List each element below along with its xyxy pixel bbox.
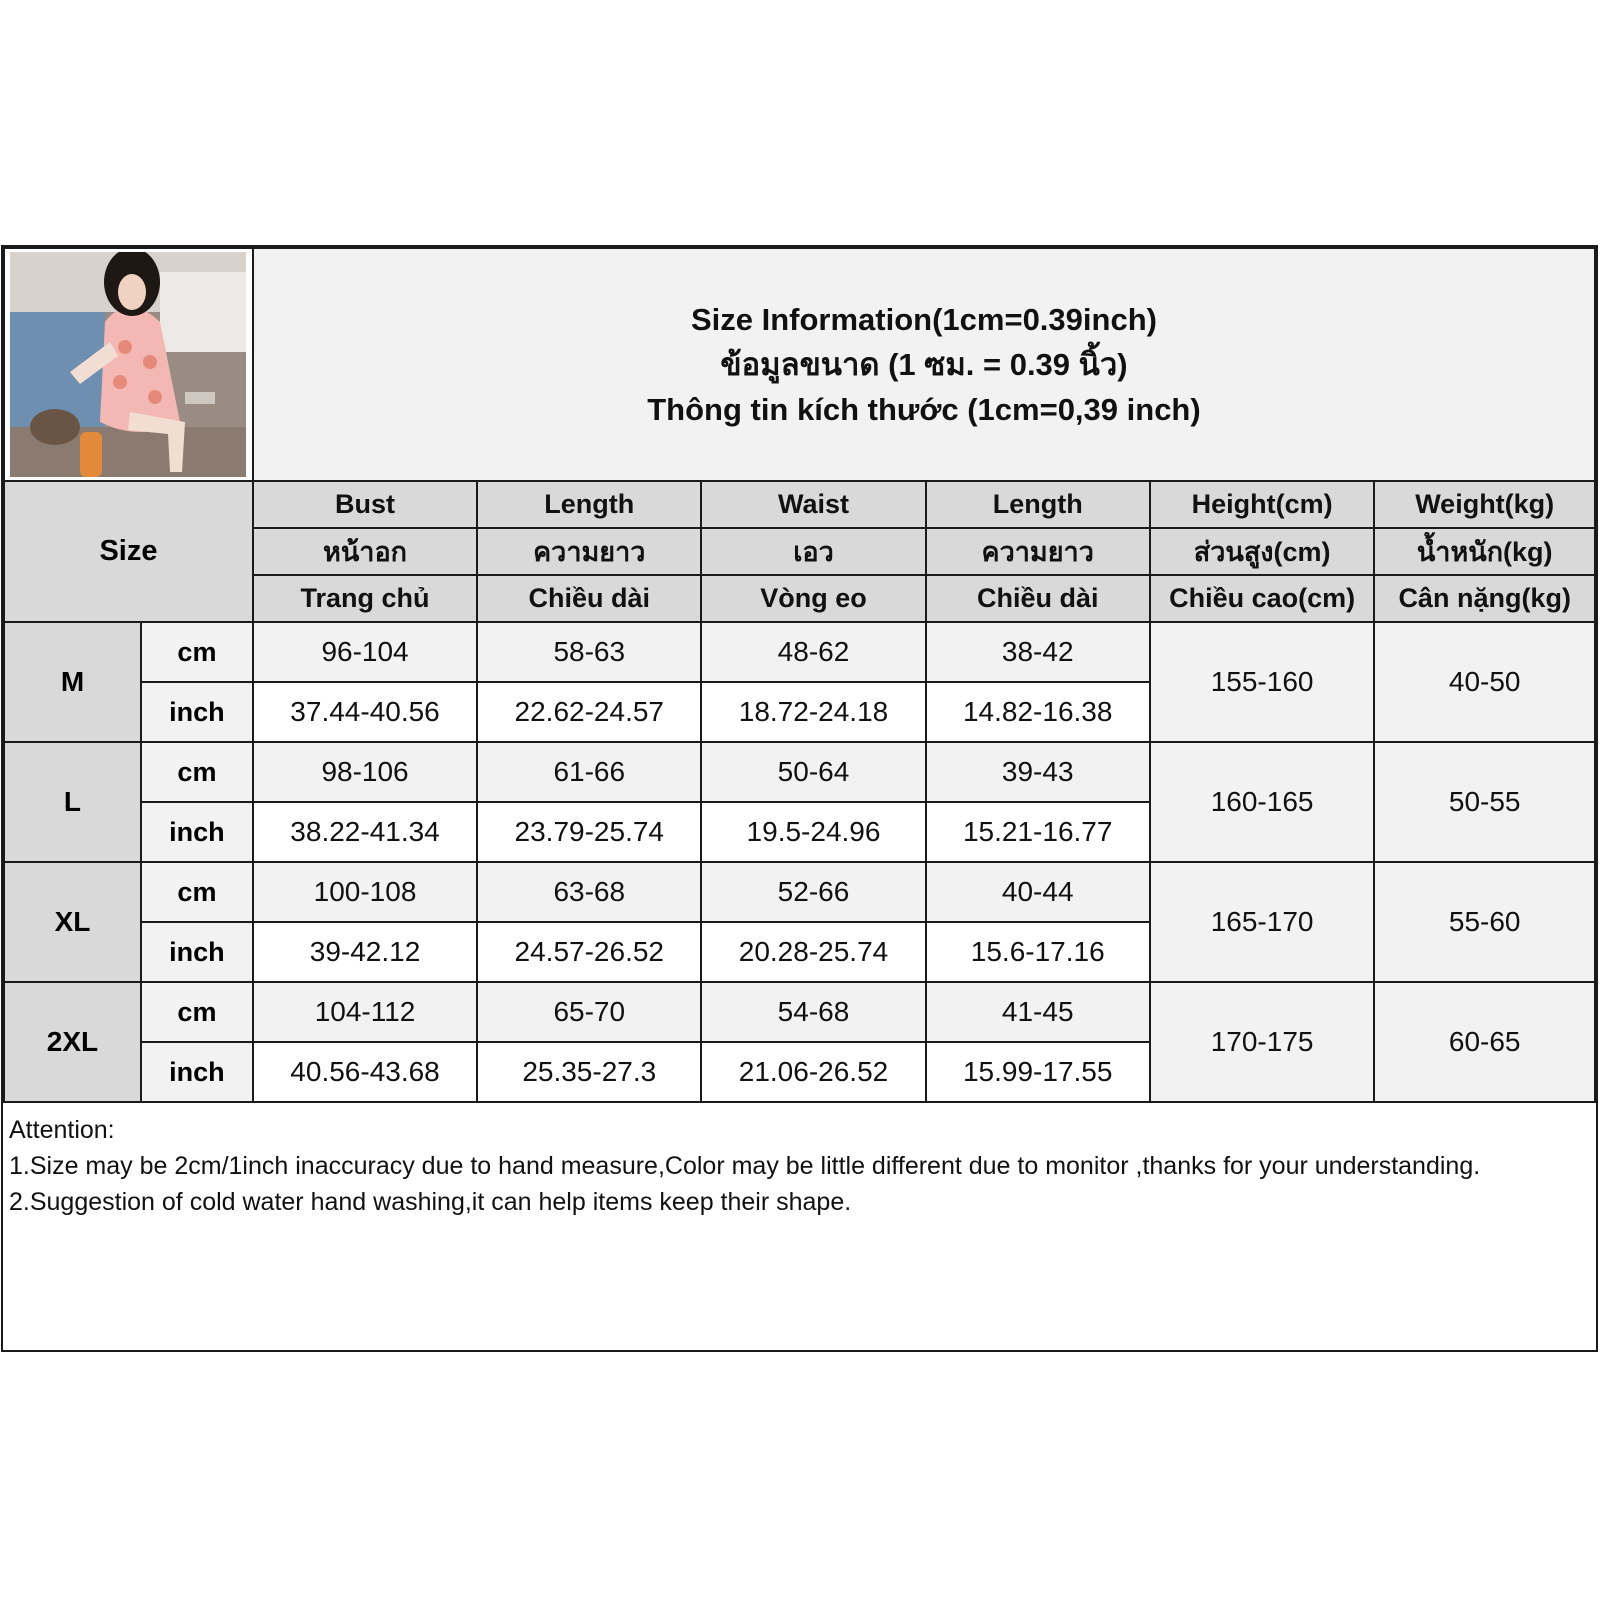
table-cell: 63-68 [477, 862, 701, 922]
table-cell: 19.5-24.96 [701, 802, 925, 862]
note-item: 2.Suggestion of cold water hand washing,it can help items keep their shape. [9, 1188, 852, 1216]
table-cell: 38.22-41.34 [253, 802, 477, 862]
unit-cm-label: cm [141, 862, 253, 922]
col-header-th: น้ำหนัก(kg) [1374, 528, 1595, 575]
height-cell: 170-175 [1150, 982, 1375, 1102]
title-cell [253, 248, 1595, 481]
size-table [3, 247, 1596, 1103]
note-item: 1.Size may be 2cm/1inch inaccuracy due to hand measure,Color may be little different due to monitor ,thanks for your understanding. [9, 1152, 1481, 1180]
weight-cell: 55-60 [1374, 862, 1595, 982]
table-cell: 18.72-24.18 [701, 682, 925, 742]
attention-notes [9, 1112, 1489, 1220]
table-cell: 39-42.12 [253, 922, 477, 982]
table-cell: 25.35-27.3 [477, 1042, 701, 1102]
col-header-en: Bust [253, 481, 477, 528]
col-header-vi: Chiều dài [477, 575, 701, 622]
col-header-vi: Trang chủ [253, 575, 477, 622]
table-cell: 15.21-16.77 [926, 802, 1150, 862]
table-cell: 15.6-17.16 [926, 922, 1150, 982]
table-cell: 21.06-26.52 [701, 1042, 925, 1102]
table-cell: 40-44 [926, 862, 1150, 922]
size-label: 2XL [4, 982, 141, 1102]
weight-cell: 40-50 [1374, 622, 1595, 742]
table-cell: 52-66 [701, 862, 925, 922]
product-photo-cell [4, 248, 253, 481]
height-cell: 160-165 [1150, 742, 1375, 862]
table-cell: 41-45 [926, 982, 1150, 1042]
unit-inch-label: inch [141, 802, 253, 862]
unit-cm-label: cm [141, 982, 253, 1042]
title-vietnamese: Thông tin kích thước (1cm=0,39 inch) [647, 392, 1201, 427]
unit-cm-label: cm [141, 622, 253, 682]
col-header-vi: Chiều cao(cm) [1150, 575, 1375, 622]
product-photo [10, 252, 246, 477]
weight-cell: 60-65 [1374, 982, 1595, 1102]
table-cell: 22.62-24.57 [477, 682, 701, 742]
size-label: M [4, 622, 141, 742]
unit-inch-label: inch [141, 1042, 253, 1102]
table-cell: 24.57-26.52 [477, 922, 701, 982]
col-header-th: หน้าอก [253, 528, 477, 575]
unit-inch-label: inch [141, 922, 253, 982]
weight-cell: 50-55 [1374, 742, 1595, 862]
table-cell: 40.56-43.68 [253, 1042, 477, 1102]
col-header-en: Weight(kg) [1374, 481, 1595, 528]
col-header-th: ความยาว [477, 528, 701, 575]
table-cell: 23.79-25.74 [477, 802, 701, 862]
table-cell: 96-104 [253, 622, 477, 682]
table-cell: 48-62 [701, 622, 925, 682]
height-cell: 165-170 [1150, 862, 1375, 982]
notes-heading: Attention: [9, 1116, 115, 1144]
table-cell: 104-112 [253, 982, 477, 1042]
table-cell: 58-63 [477, 622, 701, 682]
col-header-vi: Cân nặng(kg) [1374, 575, 1595, 622]
unit-cm-label: cm [141, 742, 253, 802]
table-cell: 54-68 [701, 982, 925, 1042]
unit-inch-label: inch [141, 682, 253, 742]
height-cell: 155-160 [1150, 622, 1375, 742]
size-label: XL [4, 862, 141, 982]
size-label: L [4, 742, 141, 862]
col-header-en: Height(cm) [1150, 481, 1375, 528]
table-cell: 98-106 [253, 742, 477, 802]
col-header-th: ความยาว [926, 528, 1150, 575]
table-cell: 38-42 [926, 622, 1150, 682]
col-header-th: เอว [701, 528, 925, 575]
table-cell: 20.28-25.74 [701, 922, 925, 982]
table-cell: 100-108 [253, 862, 477, 922]
col-header-th: ส่วนสูง(cm) [1150, 528, 1375, 575]
size-chart-sheet [1, 245, 1598, 1352]
col-header-en: Waist [701, 481, 925, 528]
table-cell: 61-66 [477, 742, 701, 802]
table-cell: 15.99-17.55 [926, 1042, 1150, 1102]
table-cell: 14.82-16.38 [926, 682, 1150, 742]
title-english: Size Information(1cm=0.39inch) [690, 302, 1157, 337]
size-header: Size [4, 481, 253, 622]
col-header-vi: Chiều dài [926, 575, 1150, 622]
table-cell: 50-64 [701, 742, 925, 802]
title-thai: ข้อมูลขนาด (1 ซม. = 0.39 นิ้ว) [720, 347, 1128, 382]
table-cell: 39-43 [926, 742, 1150, 802]
table-cell: 65-70 [477, 982, 701, 1042]
col-header-en: Length [477, 481, 701, 528]
table-cell: 37.44-40.56 [253, 682, 477, 742]
col-header-en: Length [926, 481, 1150, 528]
col-header-vi: Vòng eo [701, 575, 925, 622]
